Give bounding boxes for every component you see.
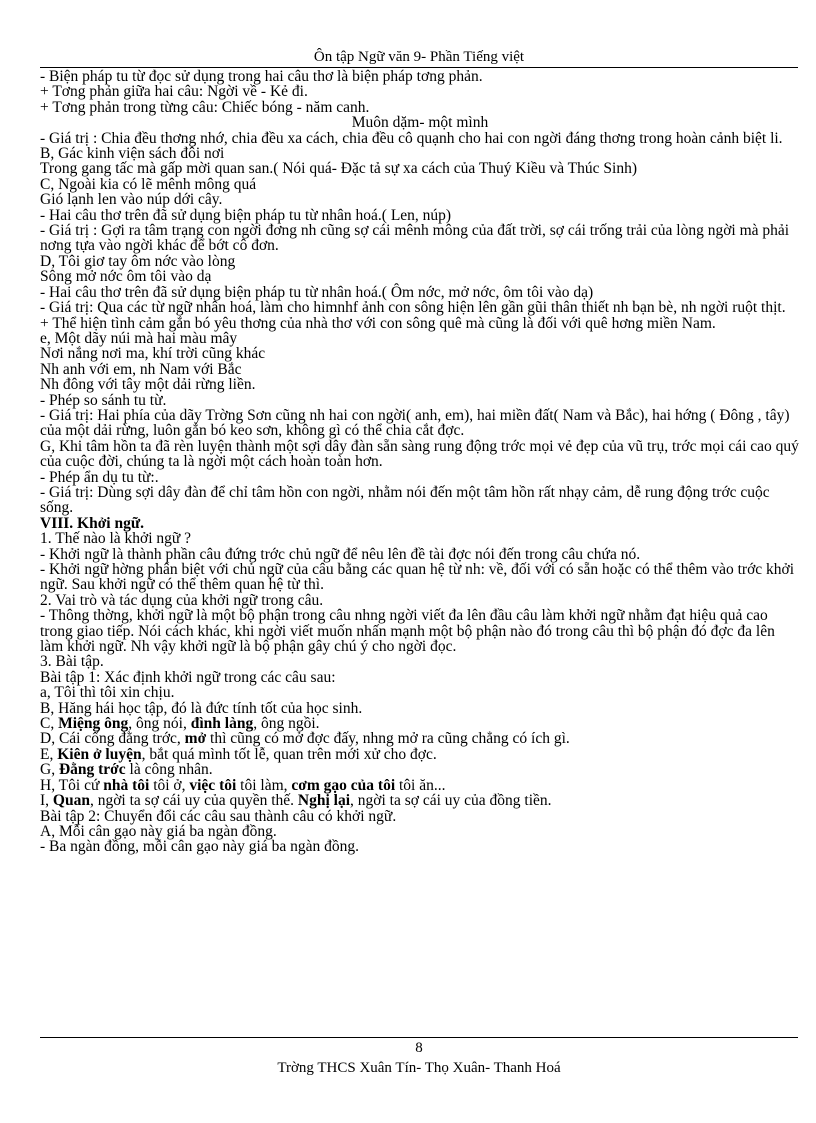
text-line — [40, 716, 800, 731]
text-line: - Biện pháp tu từ đọc sử dụng trong hai câu thơ là biện pháp tơng phản. — [40, 68, 483, 85]
text-line: Muôn dặm- một mình — [351, 114, 489, 132]
text-line: e, Một dãy núi mà hai màu mây — [40, 329, 238, 347]
text-span: , ông ngồi. — [253, 715, 320, 733]
text-line: - Thông thờng, khởi ngữ là một bộ phận trong câu nhng ngời viết đa lên đầu câu làm khởi ngữ nhằm đạt hiệu quả cao trong giao tiếp. Nói cách khác, khi ngời viết muốn nhấn mạnh một bộ phận nào đó trong câu thì bộ phận đó đợc đa lên làm khởi ngữ. Nh vậy khởi ngữ là bộ phận gây chú ý cho ngời đọc. — [40, 607, 775, 656]
text-line: Trong gang tấc mà gấp mời quan san.( Nói quá- Đặc tả sự xa cách của Thuý Kiều và Thúc Sinh) — [40, 160, 637, 178]
document-body — [40, 69, 800, 855]
text-span: , ngời ta sợ cái uy của quyền thế. — [89, 792, 298, 810]
text-line: Bài tập 2: Chuyển đổi các câu sau thành câu có khởi ngữ. — [40, 807, 397, 825]
text-span: C, — [40, 715, 59, 733]
text-line: a, Tôi thì tôi xin chịu. — [40, 684, 175, 702]
text-line: A, Mỗi cân gạo này giá ba ngàn đồng. — [40, 822, 277, 840]
text-span: , ông nói, — [128, 715, 191, 733]
text-line: Nh đông với tây một dải rừng liền. — [40, 376, 256, 394]
text-line: 3. Bài tập. — [40, 653, 104, 671]
text-line: + Tơng phản giữa hai câu: Ngời về - Kẻ đi. — [40, 83, 308, 101]
text-span: E, — [40, 745, 58, 763]
text-span: D, Cái cống đằng trớc, — [40, 730, 185, 748]
bold-phrase: Miệng ông — [58, 715, 129, 733]
text-line: D, Tôi giơ tay ôm nớc vào lòng — [40, 252, 236, 270]
text-span: tôi ăn... — [395, 776, 446, 794]
bold-phrase: cơm gạo của tôi — [291, 776, 396, 794]
text-line: - Hai câu thơ trên đã sử dụng biện pháp tu từ nhân hoá.( Len, núp) — [40, 206, 452, 224]
bold-phrase: Đằng trớc — [58, 761, 126, 779]
text-line: + Thể hiện tình cảm gắn bó yêu thơng của nhà thơ với con sông quê mà cũng là đối với quê hơng miền Nam. — [40, 314, 716, 332]
text-line: Bài tập 1: Xác định khởi ngữ trong các câu sau: — [40, 668, 336, 686]
text-line: Gió lạnh len vào núp dới cây. — [40, 191, 223, 209]
text-line: Nh anh với em, nh Nam với Bắc — [40, 360, 242, 378]
text-line — [40, 747, 800, 762]
bold-phrase: nhà tôi — [103, 776, 150, 794]
text-span: tôi ở, — [149, 776, 190, 794]
page-header: Ôn tập Ngữ văn 9- Phần Tiếng việt — [313, 49, 525, 65]
page-number: 8 — [415, 1040, 423, 1056]
text-line: B, Hăng hái học tập, đó là đức tính tốt của học sinh. — [40, 699, 363, 717]
text-span: thì cũng có mở đợc đấy, nhng mở ra cũng chẳng có ích gì. — [206, 730, 570, 748]
page-footer: Trờng THCS Xuân Tín- Thọ Xuân- Thanh Hoá — [277, 1060, 561, 1076]
text-line: - Khởi ngữ hờng phân biệt với chủ ngữ của câu bằng các quan hệ từ nh: về, đối với có sẵn hoặc có thể thêm vào trớc khởi ngữ. Sau khởi ngữ có thể thêm quan hệ từ thì. — [40, 561, 795, 594]
bold-phrase: Quan — [52, 792, 90, 810]
text-line: G, Khi tâm hồn ta đã rèn luyện thành một sợi dây đàn sẵn sàng rung động trớc mọi vẻ đẹp của vũ trụ, trớc mọi cái cao quý của cuộc đời, chúng ta là ngời một cách hoàn toàn hơn. — [40, 437, 799, 471]
text-line — [40, 793, 800, 808]
section-heading: VIII. Khởi ngữ. — [40, 514, 145, 532]
bold-phrase: Nghị lại — [297, 792, 351, 810]
text-line: - Giá trị: Dùng sợi dây đàn để chỉ tâm hồn con ngời, nhằm nói đến một tâm hồn rất nhạy cảm, dễ rung động trớc cuộc sống. — [40, 483, 770, 517]
text-line — [40, 731, 800, 746]
text-line: - Giá trị: Qua các từ ngữ nhân hoá, làm cho himnhf ảnh con sông hiện lên gần gũi thân thiết nh bạn bè, nh ngời ruột thịt. — [40, 299, 786, 317]
text-line: C, Ngoài kia có lẽ mênh mông quá — [40, 175, 257, 193]
text-line — [40, 762, 800, 777]
text-line: - Ba ngàn đồng, mỗi cân gạo này giá ba ngàn đồng. — [40, 838, 359, 856]
text-line: 1. Thế nào là khởi ngữ ? — [40, 530, 192, 548]
text-span: I, — [40, 792, 53, 810]
text-line: - Giá trị: Hai phía của dãy Trờng Sơn cũng nh hai con ngời( anh, em), hai miền đất( Nam và Bắc), hai hớng ( Đông , tây) của một dải rừng, luôn gắn bó keo sơn, không gì có thể chia cắt đợc. — [40, 406, 790, 440]
bold-phrase: mở — [184, 730, 207, 748]
text-span: H, Tôi cứ — [40, 776, 104, 794]
text-line: Sông mở nớc ôm tôi vào dạ — [40, 268, 212, 286]
text-line: - Phép ẩn dụ tu từ:. — [40, 468, 159, 486]
text-line — [40, 778, 800, 793]
bold-phrase: việc tôi — [189, 776, 237, 794]
text-line: - Hai câu thơ trên đã sử dụng biện pháp tu từ nhân hoá.( Ôm nớc, mở nớc, ôm tôi vào dạ) — [40, 283, 594, 301]
text-line: B, Gác kinh viện sách đôi nơi — [40, 145, 225, 163]
text-line: 2. Vai trò và tác dụng của khởi ngữ trong câu. — [40, 591, 324, 609]
text-line: - Giá trị : Chia đều thơng nhớ, chia đều xa cách, chia đều cô quạnh cho hai con ngời đáng thơng trong hoàn cảnh biệt li. — [40, 129, 783, 147]
bold-phrase: Kiên ở luyện — [57, 745, 142, 763]
footer-rule — [40, 1037, 798, 1038]
text-line: - Giá trị : Gợi ra tâm trạng con ngời đơng nh cũng sợ cái mênh mông của đất trời, sợ cái trống trải của lòng ngời mà phải nơng tựa vào ngời khác để bớt cô đơn. — [40, 222, 790, 255]
text-line: + Tơng phản trong từng câu: Chiếc bóng - năm canh. — [40, 98, 370, 116]
text-line: - Phép so sánh tu từ. — [40, 391, 167, 409]
text-span: , ngời ta sợ cái uy của đồng tiền. — [350, 792, 552, 810]
text-span: là công nhân. — [125, 761, 213, 779]
text-line: - Khởi ngữ là thành phần câu đứng trớc chủ ngữ để nêu lên đề tài đợc nói đến trong câu chứa nó. — [40, 545, 641, 563]
text-span: G, — [40, 761, 59, 779]
text-line: Nơi nắng nơi ma, khí trời cũng khác — [40, 345, 266, 363]
text-span: tôi làm, — [236, 776, 292, 794]
bold-phrase: đình làng — [190, 715, 254, 733]
text-span: , bắt quá mình tốt lễ, quan trên mới xử cho đợc. — [141, 745, 437, 763]
